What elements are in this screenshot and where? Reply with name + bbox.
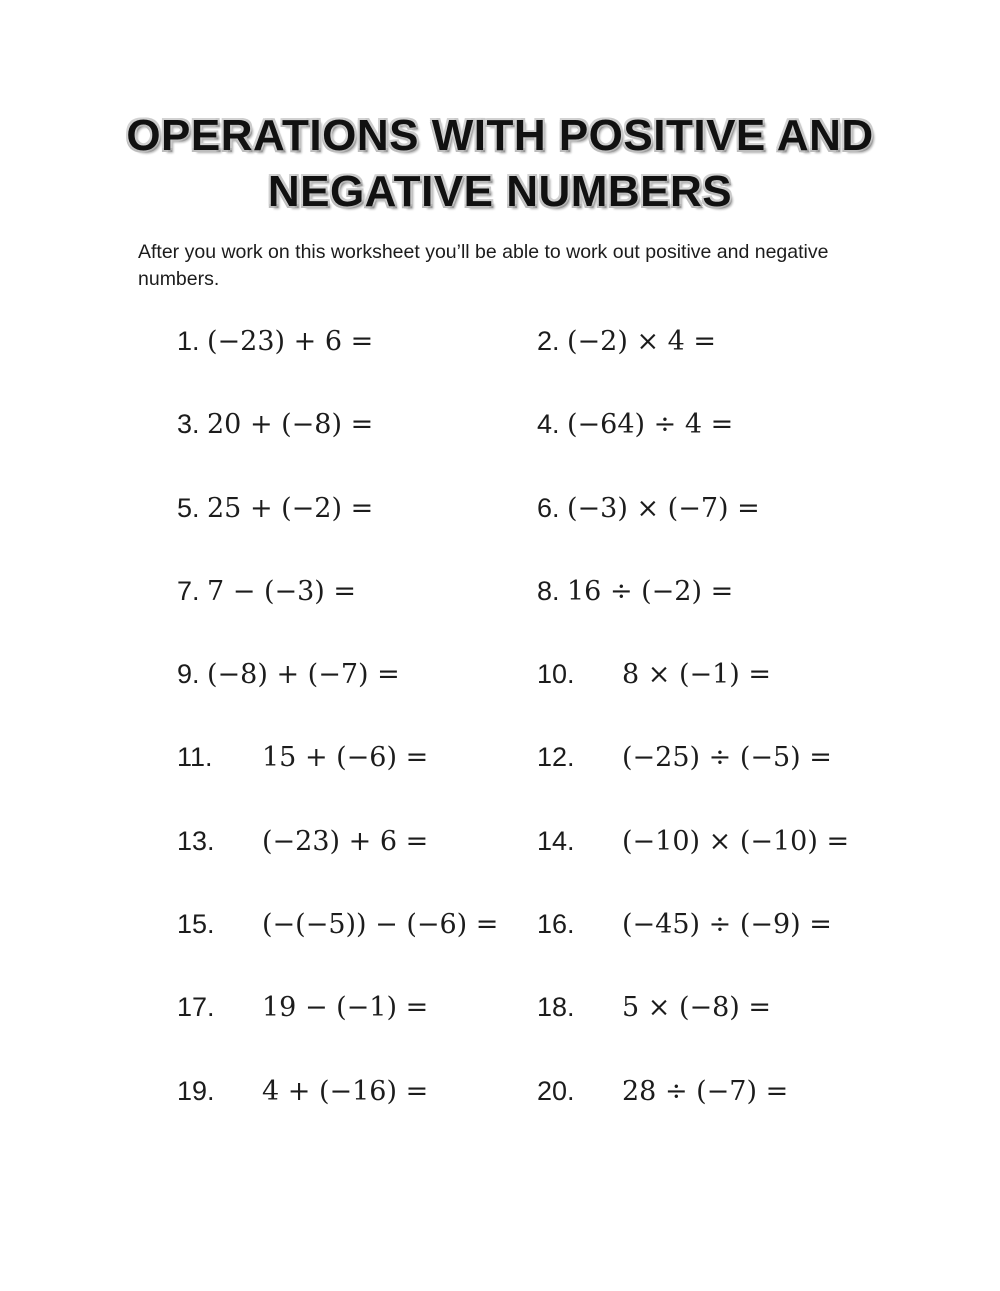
problem-5 — [177, 493, 537, 576]
problem-7 — [177, 576, 537, 659]
problem-number: 6. — [537, 492, 560, 523]
problem-expression: 7 − (−3) = — [207, 575, 357, 607]
worksheet-title-line1: OPERATIONS WITH POSITIVE AND — [126, 111, 874, 160]
problem-expression: (−10) × (−10) = — [622, 825, 850, 857]
problem-expression: 20 + (−8) = — [207, 409, 374, 441]
problem-expression: (−2) × 4 = — [567, 326, 717, 357]
problem-expression: (−64) ÷ 4 = — [567, 409, 734, 441]
problem-expression: (−25) ÷ (−5) = — [622, 742, 832, 774]
problem-1 — [177, 326, 537, 409]
problem-9 — [177, 659, 537, 742]
problem-expression: 19 − (−1) = — [262, 992, 429, 1024]
problem-number: 15. — [177, 909, 215, 940]
problem-number: 1. — [177, 326, 200, 356]
problem-17 — [177, 992, 537, 1075]
problem-expression: (−(−5)) − (−6) = — [262, 909, 499, 941]
problem-18 — [537, 992, 977, 1075]
problem-number: 19. — [177, 1075, 215, 1106]
worksheet-intro: After you work on this worksheet you’ll be able to work out positive and negative numbers. — [138, 241, 829, 290]
problem-6 — [537, 493, 977, 576]
problem-14 — [537, 826, 977, 909]
problem-expression: (−3) × (−7) = — [567, 492, 760, 524]
problem-number: 18. — [537, 992, 575, 1023]
problem-expression: 15 + (−6) = — [262, 742, 429, 774]
problem-2 — [537, 326, 977, 409]
problem-expression: 25 + (−2) = — [207, 492, 374, 524]
problem-number: 4. — [537, 409, 560, 440]
problem-4 — [537, 409, 977, 492]
problem-number: 3. — [177, 409, 200, 440]
problem-expression: (−8) + (−7) = — [207, 659, 400, 691]
problem-11 — [177, 742, 537, 825]
problem-expression: 16 ÷ (−2) = — [567, 575, 734, 607]
worksheet-title-line2: NEGATIVE NUMBERS — [267, 167, 733, 216]
problem-number: 13. — [177, 825, 215, 856]
problem-number: 12. — [537, 742, 575, 773]
problem-number: 10. — [537, 659, 575, 690]
problem-expression: 28 ÷ (−7) = — [622, 1075, 789, 1107]
worksheet-title — [0, 108, 1000, 220]
problem-number: 9. — [177, 659, 200, 690]
problem-19 — [177, 1076, 537, 1159]
problem-expression: 8 × (−1) = — [622, 659, 772, 691]
problem-8 — [537, 576, 977, 659]
problem-12 — [537, 742, 977, 825]
problem-list — [177, 326, 977, 1159]
problem-number: 7. — [177, 575, 200, 606]
problem-13 — [177, 826, 537, 909]
problem-expression: (−23) + 6 = — [262, 825, 429, 857]
problem-expression: (−45) ÷ (−9) = — [622, 909, 832, 941]
problem-expression: 5 × (−8) = — [622, 992, 772, 1024]
problem-10 — [537, 659, 977, 742]
problem-3 — [177, 409, 537, 492]
problem-20 — [537, 1076, 977, 1159]
problem-number: 5. — [177, 492, 200, 523]
problem-16 — [537, 909, 977, 992]
problem-expression: 4 + (−16) = — [262, 1075, 429, 1107]
problem-expression: (−23) + 6 = — [207, 326, 374, 357]
problem-15 — [177, 909, 537, 992]
problem-number: 17. — [177, 992, 215, 1023]
problem-number: 2. — [537, 326, 560, 356]
problem-number: 8. — [537, 575, 560, 606]
problem-number: 11. — [177, 742, 213, 773]
problem-number: 16. — [537, 909, 575, 940]
problem-number: 14. — [537, 825, 575, 856]
problem-number: 20. — [537, 1075, 575, 1106]
